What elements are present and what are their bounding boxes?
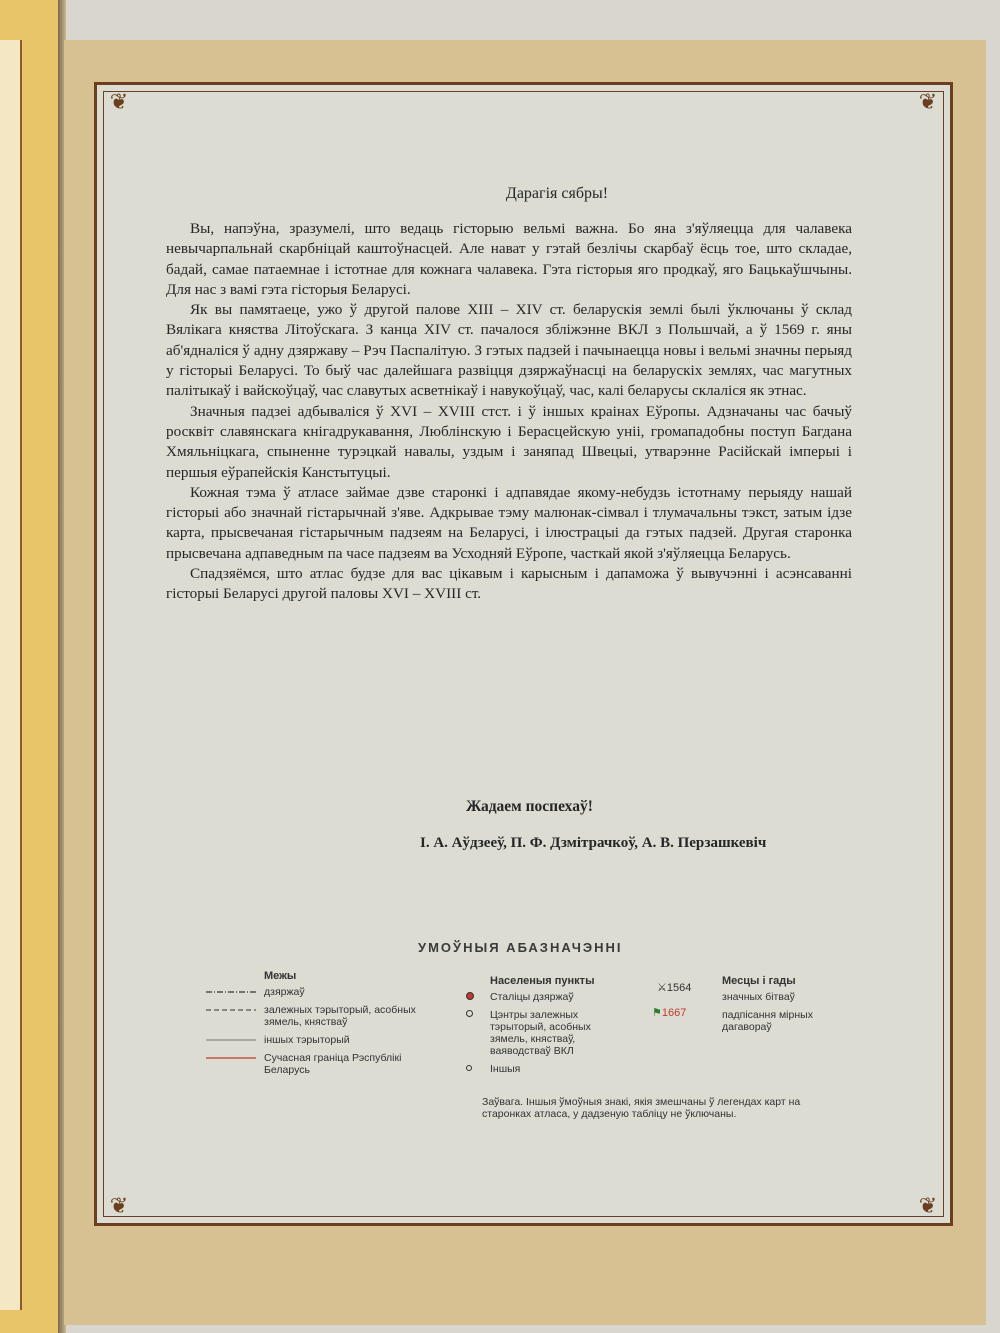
left-page-border bbox=[0, 40, 22, 1310]
legend-item bbox=[264, 1052, 434, 1076]
legend-item bbox=[490, 1063, 600, 1075]
left-page-edge bbox=[0, 0, 62, 1333]
legend-settlements-heading: Населеныя пункты bbox=[490, 975, 595, 987]
letter-closing: Жадаем поспехаў! bbox=[466, 798, 593, 815]
legend-item bbox=[657, 982, 852, 1003]
corner-ornament-icon: ❦ bbox=[918, 1193, 938, 1218]
legend-title: УМОЎНЫЯ АБАЗНАЧЭННІ bbox=[418, 940, 623, 955]
legend-label: Цэнтры залежных тэрыторый, асобных зямель, княстваў, ваяводстваў ВКЛ bbox=[490, 1009, 591, 1057]
other-border-icon bbox=[206, 1038, 256, 1042]
treaty-year: 1667 bbox=[661, 1007, 687, 1019]
battle-symbol bbox=[657, 982, 691, 994]
legend-settlements bbox=[490, 975, 600, 1081]
other-settlement-icon bbox=[466, 1065, 472, 1071]
legend-label: Сталіцы дзяржаў bbox=[490, 991, 574, 1003]
state-border-icon bbox=[206, 990, 256, 994]
legend-item bbox=[490, 1009, 600, 1057]
legend-places-heading: Месцы і гады bbox=[722, 975, 796, 987]
legend-label: значных бітваў bbox=[722, 991, 795, 1003]
center-icon bbox=[466, 1010, 473, 1017]
corner-ornament-icon: ❦ bbox=[918, 89, 938, 114]
letter-body bbox=[166, 185, 852, 605]
legend-item bbox=[490, 991, 600, 1003]
legend-label: іншых тэрыторый bbox=[264, 1034, 350, 1046]
letter-paragraph: Значныя падзеі адбываліся ў XVI – XVIII стст. і ў іншых краінах Еўропы. Адзначаны час бачыў росквіт славянскага кнігадрукавання, Люблінскую і Берасцейскую уніі, громападобны поступ Багдана Хмяльніцкага, спыненне турэцкай навалы, уздым і заняпад Швецыі, утварэнне Расійскай імперыі і першыя еўрапейскія Канстытуцыі. bbox=[166, 402, 852, 481]
letter-paragraph: Кожная тэма ў атласе займае дзве старонкі і адпавядае якому-небудзь істотнаму перыяду нашай гісторыі або значнай гістарычнай з'яве. Адкрывае тэму малюнак-сімвал і тлумачальны тэкст, затым ідзе карта, прысвечаная гістарычным падзеям на Беларусі, і ілюстрацыі да гэтых падзей. Другая старонка прысвечана адпаведным па часе падзеям ва Усходняй Еўропе, часткай якой з'яўляецца Беларусь. bbox=[166, 483, 852, 562]
battle-year: 1564 bbox=[666, 982, 692, 994]
crossed-swords-icon: ⚔ bbox=[657, 982, 667, 994]
legend-label: дзяржаў bbox=[264, 986, 305, 998]
legend-borders bbox=[264, 970, 434, 1082]
legend-borders-heading: Межы bbox=[264, 970, 297, 982]
legend-label: залежных тэрыторый, асобных зямель, княстваў bbox=[264, 1004, 416, 1028]
capital-icon bbox=[466, 992, 474, 1000]
dependent-border-icon bbox=[206, 1008, 256, 1012]
flags-icon: ⚑ bbox=[652, 1007, 662, 1019]
legend-item bbox=[652, 1007, 852, 1033]
treaty-symbol bbox=[652, 1007, 686, 1019]
legend-note: Заўвага. Іншыя ўмоўныя знакі, якія змешчаны ў легендах карт на старонках атласа, у дадзеную табліцу не ўключаны. bbox=[482, 1096, 801, 1120]
legend-label: падпісання мірных дагавораў bbox=[722, 1009, 813, 1033]
legend-label: Іншыя bbox=[490, 1063, 521, 1075]
legend-item bbox=[264, 1004, 434, 1028]
corner-ornament-icon: ❦ bbox=[109, 89, 129, 114]
letter-greeting: Дарагія сябры! bbox=[505, 185, 609, 202]
letter-paragraph: Як вы памятаеце, ужо ў другой палове XIII – XIV ст. беларускія землі былі ўключаны ў склад Вялікага княства Літоўскага. З канца XIV ст. пачалося збліжэнне ВКЛ з Польшчай, а ў 1569 г. яны аб'ядналіся ў адну дзяржаву – Рэч Паспалітую. З гэтых падзей і пачынаецца новы і вельмі значны перыяд у гісторыі Беларусі. То быў час далейшага развіцця дзяржаўнасці на беларускіх землях, час магутных палітыкаў і вайскоўцаў, час славутых асветнікаў і навукоўцаў, час, калі беларусы склаліся як этнас. bbox=[166, 301, 852, 400]
letter-authors: І. А. Аўдзееў, П. Ф. Дзмітрачкоў, А. В. Перзашкевіч bbox=[420, 835, 767, 851]
legend-item bbox=[264, 986, 434, 998]
corner-ornament-icon: ❦ bbox=[109, 1193, 129, 1218]
legend-item bbox=[264, 1034, 434, 1046]
belarus-border-icon bbox=[206, 1056, 256, 1060]
letter-paragraph: Вы, напэўна, зразумелі, што ведаць гісторыю вельмі важна. Бо яна з'яўляецца для чалавека невычарпальнай скарбніцай каштоўнасцей. Але нават у гэтай безлічы скарбаў ёсць тое, што складае, бадай, самае патаемнае і істотнае для кожнага чалавека. Гэта гісторыя яго продкаў, яго Бацькаўшчыны. Для нас з вамі гэта гісторыя Беларусі. bbox=[166, 220, 852, 298]
letter-paragraph: Спадзяёмся, што атлас будзе для вас цікавым і карысным і дапаможа ў вывучэнні і асэнсаванні гісторыі Беларусі другой паловы XVI – XVIII ст. bbox=[166, 565, 852, 603]
legend-places bbox=[652, 975, 852, 1039]
legend-label: Сучасная граніца Рэспублікі Беларусь bbox=[264, 1052, 402, 1076]
